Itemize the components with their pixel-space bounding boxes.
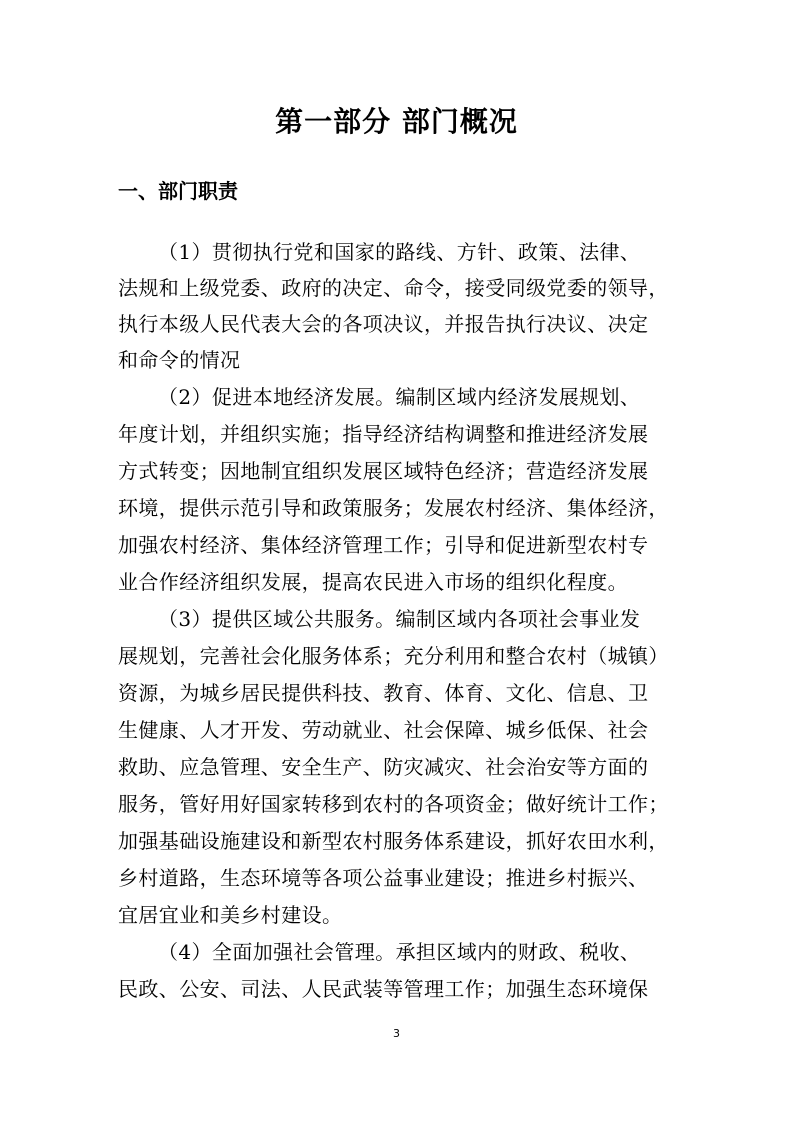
paragraph-line: （3）提供区域公共服务。编制区域内各项社会事业发 [158,607,641,631]
paragraph-line: （4）全面加强社会管理。承担区域内的财政、税收、 [158,940,641,964]
paragraph-line: 资源，为城乡居民提供科技、教育、体育、文化、信息、卫 [118,681,649,705]
section-heading: 一、部门职责 [118,179,238,203]
paragraph-line: （1）贯彻执行党和国家的路线、方针、政策、法律、 [158,240,641,264]
page-title: 第一部分 部门概况 [275,105,518,138]
paragraph-line: 乡村道路，生态环境等各项公益事业建设；推进乡村振兴、 [118,866,649,890]
paragraph-line: 方式转变；因地制宜组织发展区域特色经济；营造经济发展 [118,459,649,483]
paragraph-line: 宜居宜业和美乡村建设。 [118,903,343,927]
paragraph-line: （2）促进本地经济发展。编制区域内经济发展规划、 [158,385,641,409]
paragraph-line: 服务，管好用好国家转移到农村的各项资金；做好统计工作； [118,792,669,816]
paragraph-line: 救助、应急管理、安全生产、防灾减灾、社会治安等方面的 [118,755,649,779]
paragraph-line: 年度计划，并组织实施；指导经济结构调整和推进经济发展 [118,422,649,446]
paragraph-line: 执行本级人民代表大会的各项决议，并报告执行决议、决定 [118,312,649,336]
paragraph-line: 法规和上级党委、政府的决定、命令，接受同级党委的领导， [118,276,669,300]
paragraph-line: 加强基础设施建设和新型农村服务体系建设，抓好农田水利， [118,829,669,853]
paragraph-line: 生健康、人才开发、劳动就业、社会保障、城乡低保、社会 [118,718,649,742]
page-number: 3 [393,1027,400,1040]
paragraph-line: 业合作经济组织发展，提高农民进入市场的组织化程度。 [118,570,628,594]
paragraph-line: 环境，提供示范引导和政策服务；发展农村经济、集体经济， [118,496,669,520]
paragraph-line: 加强农村经济、集体经济管理工作；引导和促进新型农村专 [118,533,649,557]
paragraph-line: 民政、公安、司法、人民武装等管理工作；加强生态环境保 [118,977,649,1001]
paragraph-line: 展规划，完善社会化服务体系；充分利用和整合农村（城镇） [118,644,669,668]
paragraph-line: 和命令的情况 [118,348,241,372]
